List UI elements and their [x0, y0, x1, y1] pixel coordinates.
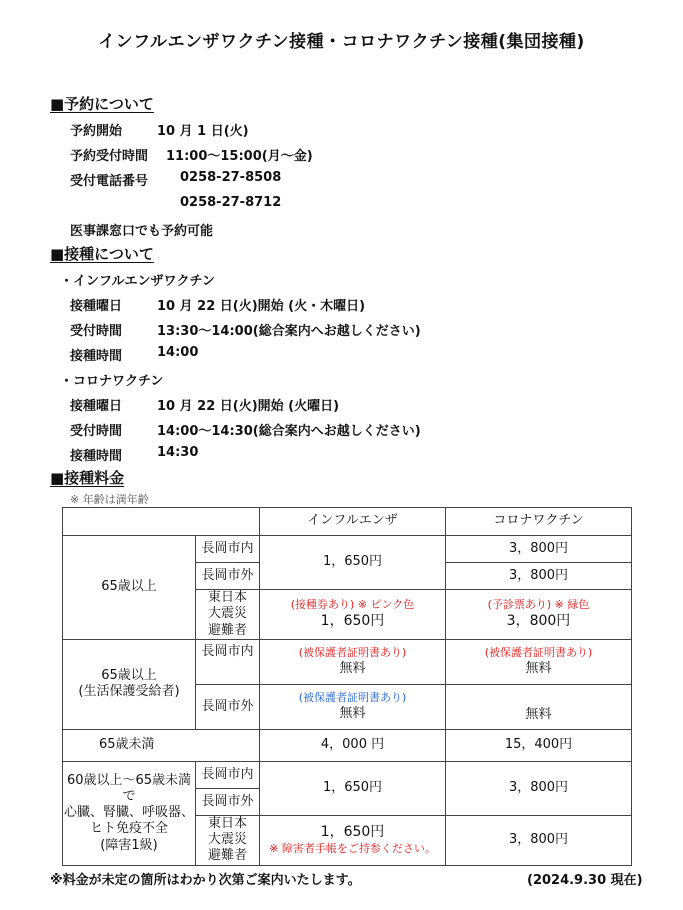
g1-outside-label: 長岡市外: [196, 563, 260, 590]
g3-covid-price: 15，400円: [446, 729, 632, 761]
g2-label-2: (生活保護受給者): [78, 684, 180, 700]
g2-label-1: 65歳以上: [101, 668, 157, 683]
g4-evac-flu-note: ※ 障害者手帳をご持参ください。: [269, 842, 436, 856]
g3-row: [63, 729, 632, 761]
g1-evac-covid-price: 3，800円: [506, 613, 571, 630]
g1-evac-line-1: 東日本: [207, 590, 247, 605]
g4-evac-flu-cell: [260, 815, 446, 865]
reservation-start-label: 予約開始: [70, 124, 123, 139]
g1-evac-covid-cell: [446, 590, 632, 640]
g1-evac-line-3: 避難者: [207, 622, 247, 638]
reservation-start-value: 10 月 1 日(火): [157, 124, 249, 139]
g1-label: 65歳以上: [63, 536, 196, 640]
g4-evac-label: [196, 815, 260, 865]
g1-inside-row: [63, 536, 632, 563]
footer-date: (2024.9.30 現在): [527, 873, 643, 888]
g2-covid-outside-price: 無料: [446, 684, 632, 729]
flu-day-value: 10 月 22 日(火)開始 (火・木曜日): [157, 299, 366, 314]
flu-day-label: 接種曜日: [70, 299, 123, 314]
reservation-hours-value: 11:00～15:00(月～金): [166, 149, 313, 164]
age-note: ※ 年齢は満年齢: [70, 493, 149, 506]
footer-note: ※料金が未定の箇所はわかり次第ご案内いたします。: [50, 873, 361, 888]
g4-evac-line-2: 大震災: [207, 832, 247, 847]
g2-flu-inside-note: (被保護者証明書あり): [298, 645, 407, 659]
g4-evac-line-1: 東日本: [207, 815, 247, 831]
g4-evac-flu-price: 1，650円: [320, 824, 385, 841]
flu-subheading: ・インフルエンザワクチン: [60, 274, 215, 289]
reservation-heading: ■予約について: [50, 95, 154, 113]
g1-evac-flu-note: (接種券あり) ※ ピンク色: [290, 597, 415, 611]
g1-evac-covid-note: (予診票あり) ※ 緑色: [487, 597, 590, 611]
g1-evac-flu-cell: [260, 590, 446, 640]
g1-covid-inside-price: 3，800円: [446, 536, 632, 563]
g4-line-2: 心臓、腎臓、呼吸器、: [63, 805, 194, 820]
reservation-window-note: 医事課窓口でも予約可能: [70, 224, 214, 239]
g2-label-cell: [63, 639, 196, 729]
g1-inside-label: 長岡市内: [196, 536, 260, 563]
g2-covid-inside-cell: [446, 639, 632, 684]
g4-covid-price: 3，800円: [446, 761, 632, 815]
fees-heading: ■接種料金: [50, 469, 125, 487]
covid-time-label: 接種時間: [70, 449, 123, 464]
g4-evac-covid-price: 3，800円: [446, 815, 632, 865]
g2-flu-outside-note: (被保護者証明書あり): [298, 690, 407, 704]
fee-header-blank: [63, 508, 260, 536]
col-flu-header: インフルエンザ: [260, 508, 446, 536]
g1-flu-price: 1，650円: [260, 536, 446, 590]
flu-time-value: 14:00: [157, 345, 199, 360]
vaccination-heading: ■接種について: [50, 245, 154, 263]
flu-time-label: 接種時間: [70, 349, 123, 364]
g3-flu-price: 4，000 円: [260, 729, 446, 761]
g4-evac-line-3: 避難者: [207, 848, 247, 864]
g2-covid-inside-price: 無料: [525, 661, 552, 677]
covid-time-value: 14:30: [157, 445, 199, 460]
col-covid-header: コロナワクチン: [446, 508, 632, 536]
g2-flu-outside-cell: [260, 684, 446, 729]
g1-covid-outside-price: 3，800円: [446, 563, 632, 590]
fee-table: [62, 507, 632, 866]
g2-flu-outside-price: 無料: [339, 706, 366, 722]
covid-subheading: ・コロナワクチン: [60, 374, 164, 389]
g1-evac-line-2: 大震災: [207, 606, 247, 622]
page-title: インフルエンザワクチン接種・コロナワクチン接種(集団接種): [98, 32, 585, 52]
reservation-phone-label: 受付電話番号: [70, 174, 149, 189]
covid-day-label: 接種曜日: [70, 399, 123, 414]
g4-flu-price: 1，650円: [260, 761, 446, 815]
covid-reception-value: 14:00～14:30(総合案内へお越しください): [157, 424, 421, 439]
g2-covid-inside-note: (被保護者証明書あり): [484, 645, 593, 659]
g1-evac-flu-price: 1，650円: [320, 613, 385, 630]
g3-label: 65歳未満: [63, 729, 260, 761]
covid-reception-label: 受付時間: [70, 424, 123, 439]
g4-line-4: (障害1級): [100, 837, 158, 853]
g4-outside-label: 長岡市外: [196, 788, 260, 815]
flu-reception-value: 13:30～14:00(総合案内へお越しください): [157, 324, 421, 339]
g2-inside-row: [63, 639, 632, 684]
g4-label-cell: [63, 761, 196, 865]
g2-outside-label: 長岡市外: [196, 684, 260, 729]
reservation-phone-1: 0258-27-8508: [180, 170, 282, 185]
g2-flu-inside-price: 無料: [339, 661, 366, 677]
g1-evac-label: [196, 590, 260, 640]
g2-inside-label: 長岡市内: [196, 639, 260, 684]
g4-line-3: ヒト免疫不全: [89, 821, 168, 837]
g4-line-1: 60歳以上～65歳未満で: [66, 772, 192, 804]
flu-reception-label: 受付時間: [70, 324, 123, 339]
g4-inside-label: 長岡市内: [196, 761, 260, 788]
reservation-phone-2: 0258-27-8712: [180, 195, 282, 210]
covid-day-value: 10 月 22 日(火)開始 (火曜日): [157, 399, 340, 414]
reservation-hours-label: 予約受付時間: [70, 149, 149, 164]
g4-inside-row: [63, 761, 632, 788]
g2-flu-inside-cell: [260, 639, 446, 684]
fee-header-row: [63, 508, 632, 536]
